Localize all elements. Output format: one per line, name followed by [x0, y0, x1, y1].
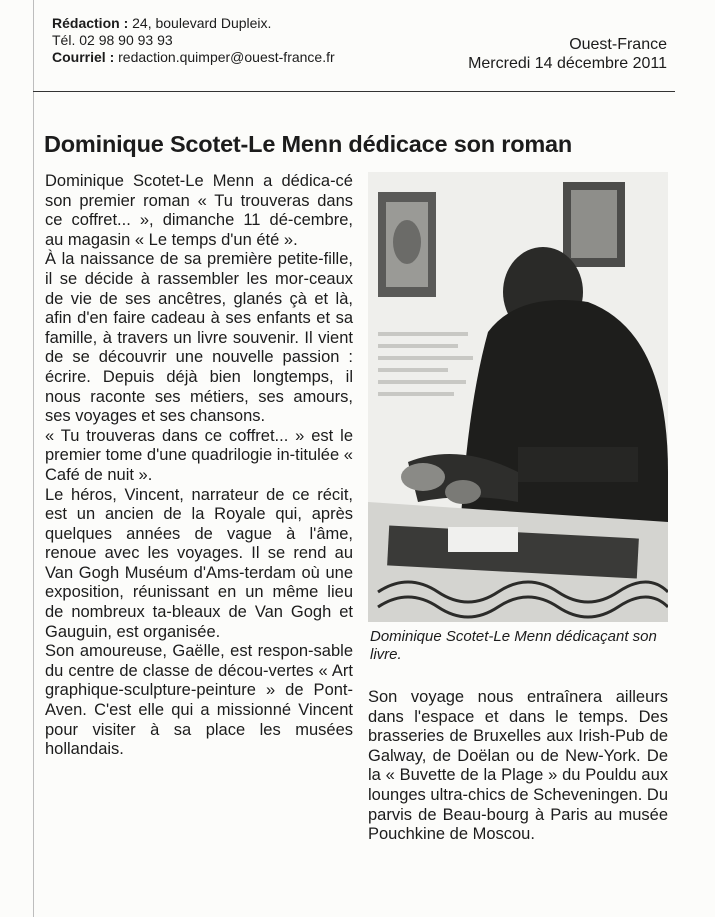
photo-caption: Dominique Scotet-Le Menn dédicaçant son livre. — [370, 628, 657, 663]
masthead-info — [468, 35, 667, 73]
issue-date: Mercredi 14 décembre 2011 — [468, 55, 667, 72]
tel-line: Tél. 02 98 90 93 93 — [52, 32, 173, 48]
newspaper-name: Ouest-France — [569, 36, 667, 53]
redaction-label: Rédaction : — [52, 15, 129, 31]
paragraph-3: « Tu trouveras dans ce coffret... » est le premier tome d'une quadrilogie in-titulée « Café de nuit ». — [45, 426, 353, 484]
photo-author-signing — [368, 172, 668, 622]
article-title: Dominique Scotet-Le Menn dédicace son roman — [44, 131, 573, 157]
courriel-address: redaction.quimper@ouest-france.fr — [118, 49, 335, 65]
paragraph-4: Le héros, Vincent, narrateur de ce récit, est un ancien de la Royale qui, après quelques années de vague à l'âme, renoue avec les voyages. Il se rend au Van Gogh Muséum d'Ams-terdam où une exposition, réunissant en un même lieu de nombreux ta-bleaux de Van Gogh et Gauguin, est organisée. — [45, 485, 353, 641]
contact-block — [52, 15, 335, 66]
redaction-line — [52, 15, 335, 32]
paragraph-6: Son voyage nous entraînera ailleurs dans l'espace et dans le temps. Des brasseries de Bruxelles aux Irish-Pub de Galway, de Doëlan ou de New-York. De la « Buvette de la Plage » du Pouldu aux lounges ultra-chics de Scheveningen. Du parvis de Beau-bourg à Paris au musée Pouchkine de Moscou. — [368, 688, 668, 844]
header-divider — [33, 91, 675, 92]
article-photo — [368, 172, 668, 622]
page-edge-line — [33, 0, 34, 917]
paragraph-2: À la naissance de sa première petite-fille, il se décide à rassembler les mor-ceaux de vie de ses ancêtres, glanés çà et là, afin d'en faire cadeau à ses enfants et sa famille, à travers un livre souvenir. Il vient de se découvrir une nouvelle passion : écrire. Depuis déjà bien longtemps, il nous raconte ses métiers, ses amours, ses voyages et ses chansons. — [45, 250, 353, 426]
paragraph-5: Son amoureuse, Gaëlle, est respon-sable du centre de classe de décou-vertes « Art graphique-sculpture-peinture » de Pont-Aven. C'est elle qui a missionné Vincent pour visiter à sa place les musées hollandais. — [45, 642, 353, 759]
article-body-left — [45, 172, 353, 760]
courriel-label: Courriel : — [52, 49, 115, 65]
courriel-line — [52, 49, 335, 66]
redaction-address: 24, boulevard Dupleix. — [132, 15, 272, 31]
paragraph-1: Dominique Scotet-Le Menn a dédica-cé son premier roman « Tu trouveras dans ce coffret... », dimanche 11 dé-cembre, au magasin « Le temps d'un été ». — [45, 172, 353, 249]
article-body-right — [368, 688, 668, 845]
